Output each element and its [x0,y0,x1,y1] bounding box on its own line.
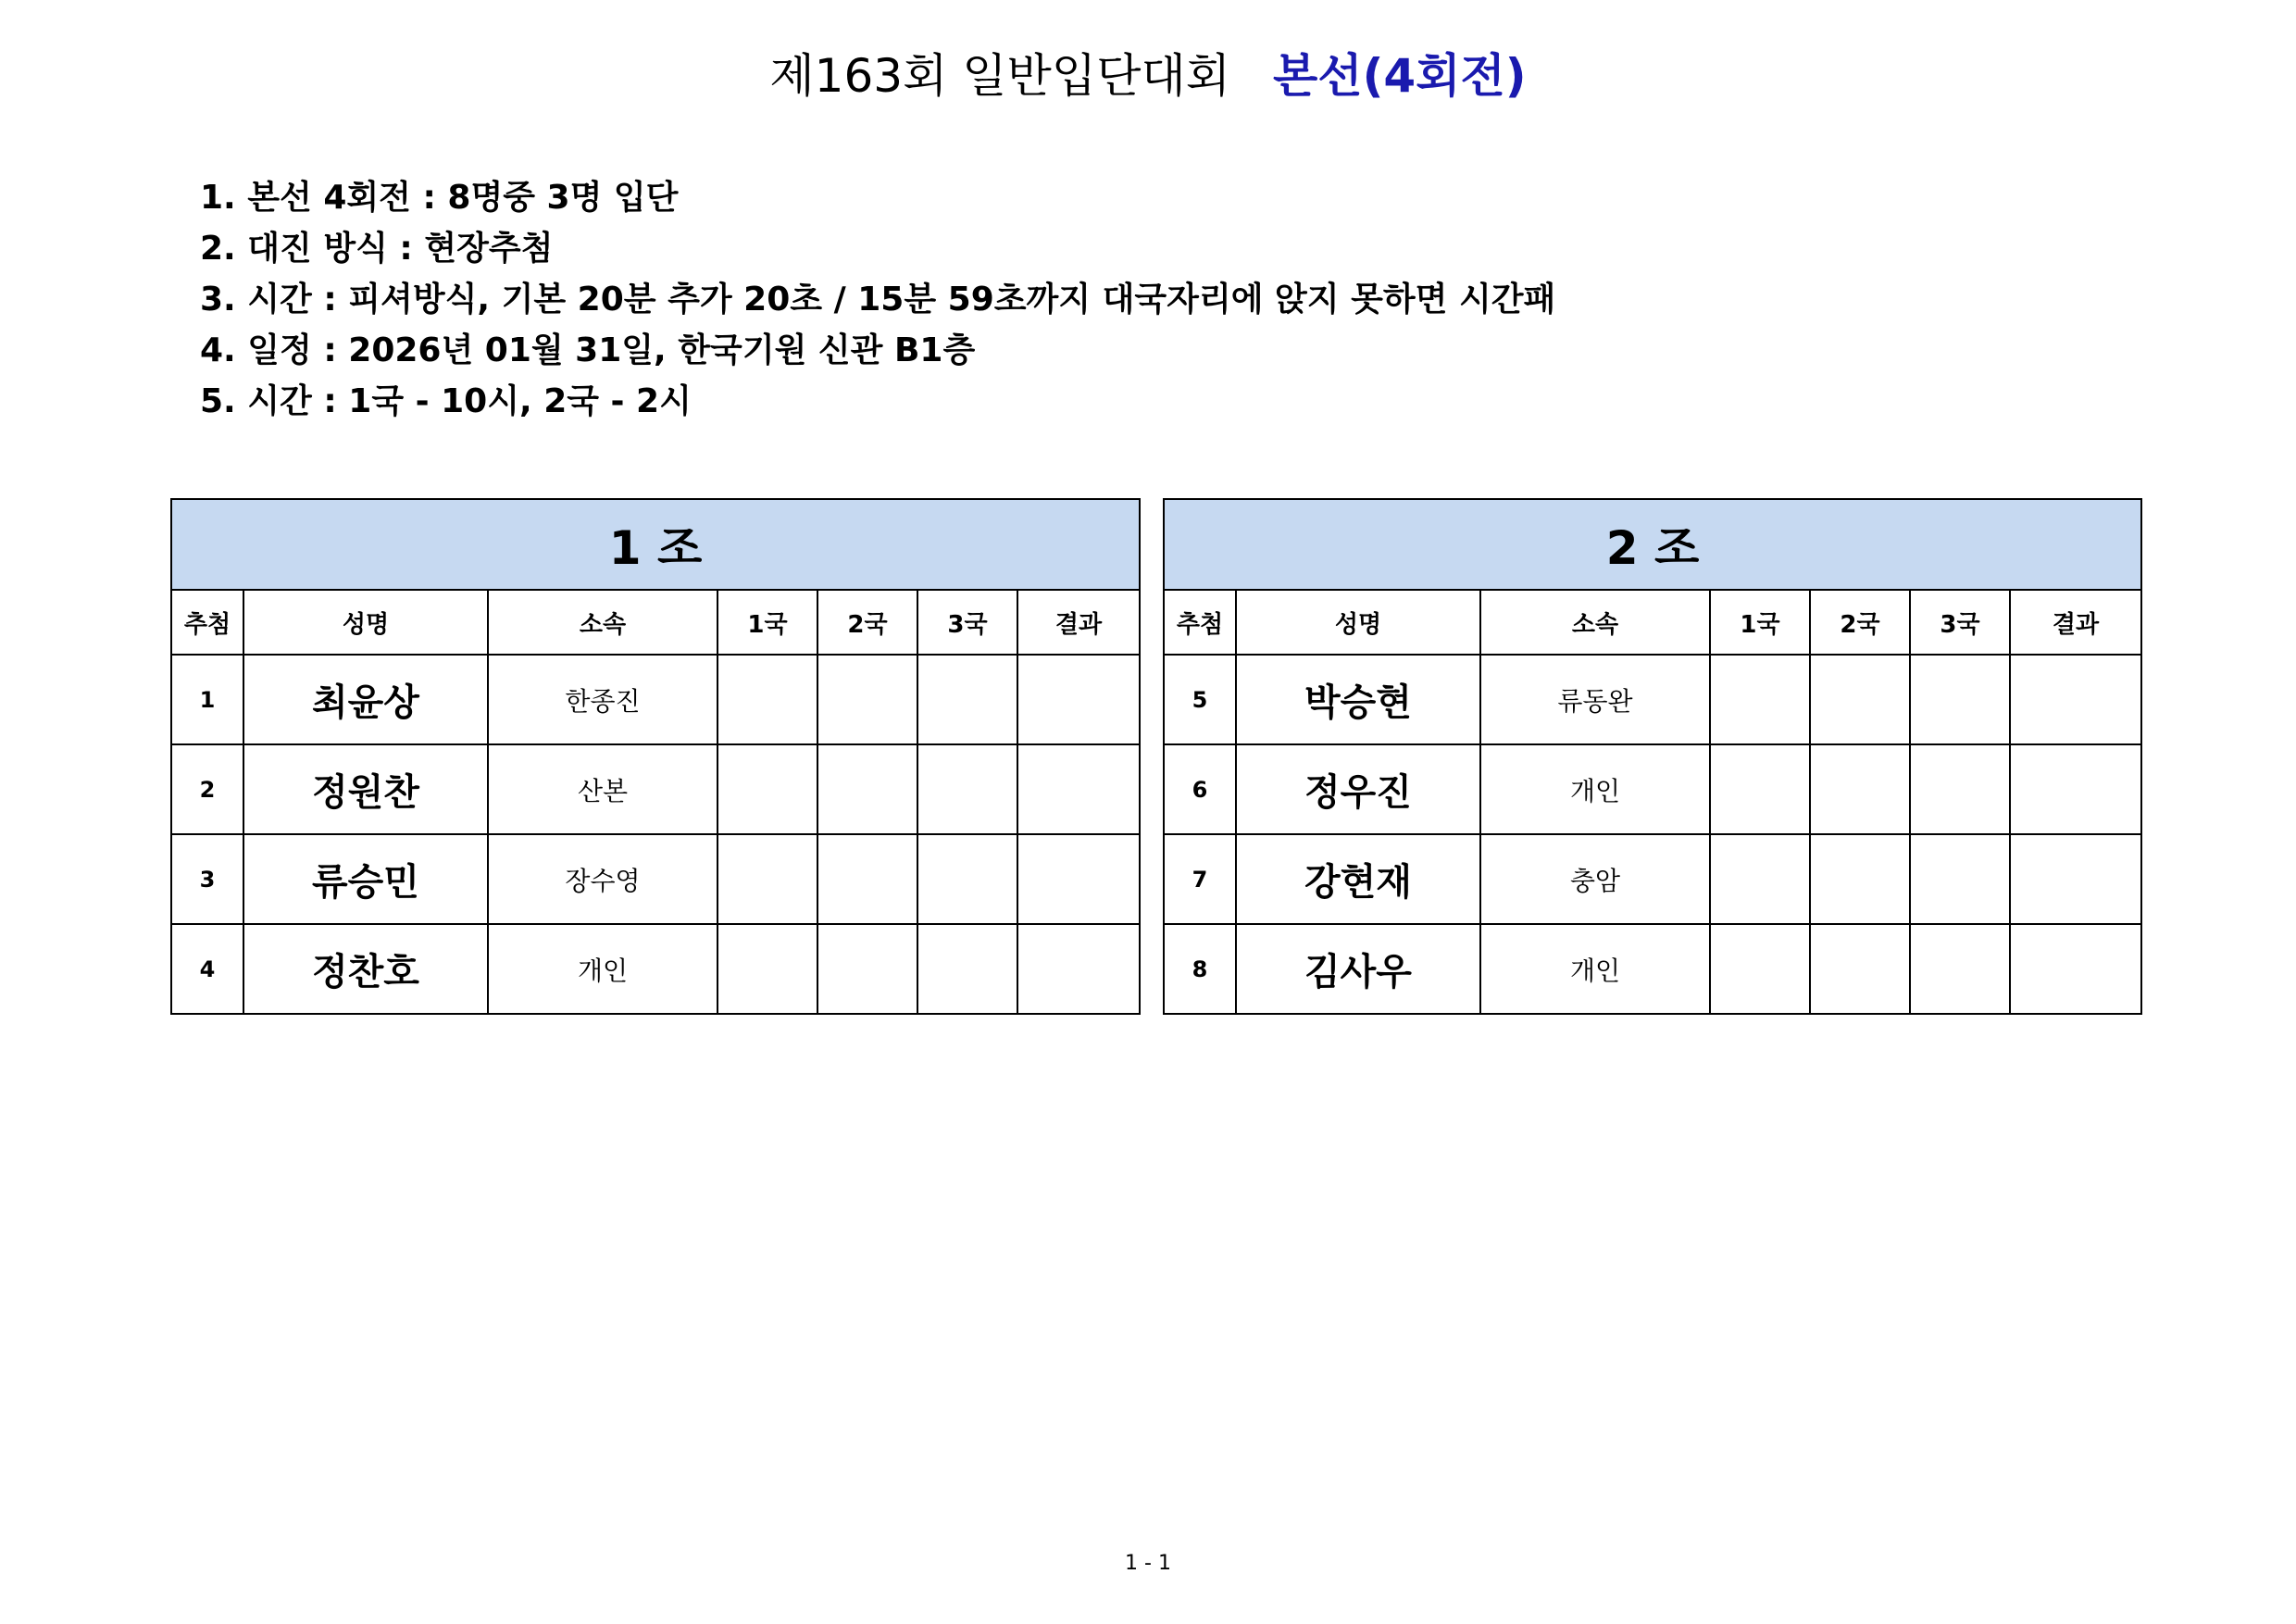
game-3-cell [917,744,1017,834]
col-draw: 추첨 [171,590,243,655]
player-affiliation: 장수영 [488,834,718,924]
group-2-header: 2 조 [1164,499,2141,590]
rule-item: 4. 일정 : 2026년 01월 31일, 한국기원 신관 B1층 [200,331,976,369]
game-3-cell [1910,655,2010,744]
game-3-cell [1910,744,2010,834]
col-game-1: 1국 [1710,590,1810,655]
game-1-cell [1710,655,1810,744]
col-result: 결과 [1017,590,1140,655]
result-cell [1017,834,1140,924]
game-3-cell [1910,834,2010,924]
col-game-3: 3국 [1910,590,2010,655]
title-main: 제163회 일반입단대회 [769,49,1231,103]
draw-number: 4 [171,924,243,1014]
result-cell [1017,924,1140,1014]
player-name: 최윤상 [243,655,488,744]
draw-number: 1 [171,655,243,744]
player-name: 강현재 [1236,834,1480,924]
player-name: 정찬호 [243,924,488,1014]
player-affiliation: 류동완 [1480,655,1710,744]
game-2-cell [817,655,917,744]
player-affiliation: 충암 [1480,834,1710,924]
game-2-cell [817,924,917,1014]
col-game-1: 1국 [718,590,817,655]
player-name: 박승현 [1236,655,1480,744]
rule-item: 2. 대진 방식 : 현장추첨 [200,230,554,268]
game-1-cell [718,744,817,834]
player-name: 정우진 [1236,744,1480,834]
game-1-cell [718,924,817,1014]
game-1-cell [718,655,817,744]
page-title [0,39,2296,113]
rule-item: 3. 시간 : 피셔방식, 기본 20분 추가 20초 / 15분 59초까지 대국자리에 앉지 못하면 시간패 [200,281,1556,319]
rule-item: 5. 시간 : 1국 - 10시, 2국 - 2시 [200,382,692,420]
table-row [171,655,1140,744]
table-row [1164,834,2141,924]
result-cell [1017,655,1140,744]
title-round: 본선(4회전) [1272,49,1527,103]
draw-number: 7 [1164,834,1236,924]
result-cell [2010,924,2141,1014]
player-name: 정원찬 [243,744,488,834]
game-1-cell [1710,924,1810,1014]
table-row [1164,924,2141,1014]
game-3-cell [917,834,1017,924]
player-affiliation: 개인 [1480,924,1710,1014]
player-name: 김사우 [1236,924,1480,1014]
draw-number: 5 [1164,655,1236,744]
rules-list [200,172,1555,427]
game-2-cell [817,744,917,834]
table-row [171,924,1140,1014]
group-1-header: 1 조 [171,499,1140,590]
game-2-cell [1810,655,1910,744]
col-result: 결과 [2010,590,2141,655]
result-cell [1017,744,1140,834]
table-row [171,744,1140,834]
draw-number: 3 [171,834,243,924]
game-2-cell [1810,924,1910,1014]
col-affiliation: 소속 [488,590,718,655]
col-name: 성명 [1236,590,1480,655]
rule-item: 1. 본선 4회전 : 8명중 3명 입단 [200,179,679,217]
game-2-cell [1810,834,1910,924]
result-cell [2010,834,2141,924]
player-affiliation: 개인 [488,924,718,1014]
col-game-3: 3국 [917,590,1017,655]
col-draw: 추첨 [1164,590,1236,655]
col-game-2: 2국 [1810,590,1910,655]
group-1-table [170,498,1141,1015]
player-name: 류승민 [243,834,488,924]
page-number: 1 - 1 [1125,1552,1171,1575]
player-affiliation: 한종진 [488,655,718,744]
game-1-cell [1710,744,1810,834]
table-row [171,834,1140,924]
game-3-cell [917,924,1017,1014]
table-row [1164,655,2141,744]
col-affiliation: 소속 [1480,590,1710,655]
col-game-2: 2국 [817,590,917,655]
col-name: 성명 [243,590,488,655]
draw-number: 8 [1164,924,1236,1014]
draw-number: 6 [1164,744,1236,834]
player-affiliation: 산본 [488,744,718,834]
game-2-cell [1810,744,1910,834]
draw-number: 2 [171,744,243,834]
game-3-cell [917,655,1017,744]
game-3-cell [1910,924,2010,1014]
player-affiliation: 개인 [1480,744,1710,834]
game-1-cell [1710,834,1810,924]
result-cell [2010,744,2141,834]
table-row [1164,744,2141,834]
game-2-cell [817,834,917,924]
game-1-cell [718,834,817,924]
result-cell [2010,655,2141,744]
group-2-table [1163,498,2142,1015]
